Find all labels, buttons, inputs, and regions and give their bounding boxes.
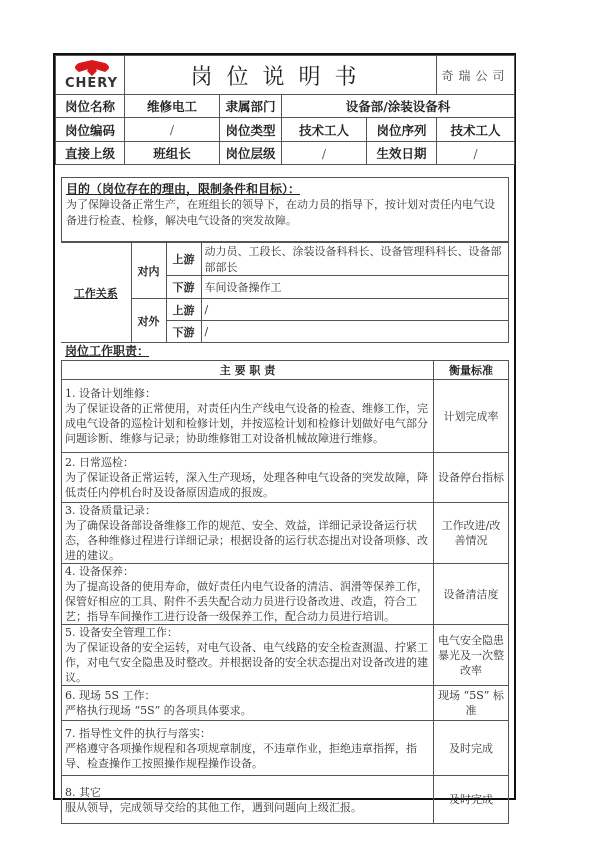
duty-text: 为了保证设备正常运转，深入生产现场，处理各种电气设备的突发故障，降低责任内停机台时及设备原因造成的报废。 — [65, 471, 428, 499]
purpose-section — [61, 177, 509, 242]
position-code: / — [125, 118, 220, 142]
upstream-label: 上游 — [166, 299, 201, 321]
internal-upstream: 动力员、工段长、涂装设备科科长、设备管理科科长、设备部部部长 — [201, 243, 509, 276]
department: 设备部/涂装设备科 — [282, 95, 515, 118]
duty-title: 3. 设备质量记录： — [65, 504, 156, 517]
company-name: 奇瑞公司 — [437, 56, 515, 95]
duty-title: 8. 其它 — [65, 785, 101, 799]
duty-measure: 现场 “5S” 标准 — [434, 686, 509, 721]
duty-title: 5. 设备安全管理工作： — [65, 626, 178, 639]
duty-text: 严格执行现场 “5S” 的各项具体要求。 — [65, 704, 252, 717]
duty-row — [62, 564, 509, 625]
duty-row — [62, 503, 509, 564]
duty-title: 4. 设备保养： — [65, 565, 134, 578]
duty-text: 为了保证设备的正常使用，对责任内生产线电气设备的检查、维修工作，完成电气设备的巡检计划和检修计划，并按巡检计划和检修计划做好电气部分问题诊断、维修与记录；协助维修钳工对设备机械故障进行维修。 — [65, 402, 428, 445]
duty-measure: 及时完成 — [434, 776, 509, 824]
duty-text: 严格遵守各项操作规程和各项规章制度，不违章作业，拒绝违章指挥，指导、检查操作工按照操作规程操作设备。 — [65, 741, 417, 770]
label: 岗位类型 — [220, 118, 282, 142]
duty-description — [62, 721, 434, 776]
duty-row — [62, 776, 509, 824]
purpose-heading: 目的（岗位存在的理由，限制条件和目标）： — [66, 182, 301, 196]
internal-downstream: 车间设备操作工 — [201, 276, 509, 299]
duty-row — [62, 453, 509, 503]
position-type: 技术工人 — [282, 118, 367, 142]
duty-text: 为了确保设备部设备维修工作的规范、安全、效益，详细记录设备运行状态，各种维修过程进行详细记录；根据设备的运行状态提出对设备项修、改进的建议。 — [65, 519, 428, 562]
downstream-label: 下游 — [166, 321, 201, 343]
logo — [56, 56, 125, 95]
duty-row — [62, 721, 509, 776]
logo-text: CHERY — [65, 76, 119, 91]
direct-superior: 班组长 — [125, 142, 220, 165]
position-sequence: 技术工人 — [437, 118, 515, 142]
label: 岗位层级 — [220, 142, 282, 165]
duty-title: 6. 现场 5S 工作： — [65, 689, 156, 702]
effective-date: / — [437, 142, 515, 165]
upstream-label: 上游 — [166, 243, 201, 276]
duty-title: 7. 指导性文件的执行与落实： — [65, 726, 211, 740]
duty-measure: 工作改进/改善情况 — [434, 503, 509, 564]
duty-row — [62, 625, 509, 686]
duty-measure: 设备清洁度 — [434, 564, 509, 625]
label: 岗位编码 — [56, 118, 125, 142]
purpose-text: 为了保障设备正常生产，在班组长的领导下，在动力员的指导下，按计划对责任内电气设备进行检查、检修，解决电气设备的突发故障。 — [66, 198, 495, 227]
duty-description — [62, 503, 434, 564]
header-table — [55, 55, 515, 165]
position-level: / — [282, 142, 367, 165]
downstream-label: 下游 — [166, 276, 201, 299]
label: 生效日期 — [367, 142, 437, 165]
duty-text: 服从领导，完成领导交给的其他工作，遇到问题向上级汇报。 — [65, 800, 362, 814]
duty-row — [62, 686, 509, 721]
duty-measure: 电气安全隐患暴光及一次整改率 — [434, 625, 509, 686]
internal-label: 对内 — [131, 243, 166, 299]
external-upstream: / — [201, 299, 509, 321]
job-description-document — [53, 53, 516, 814]
duties-table — [61, 360, 509, 824]
duty-text: 为了保证设备的安全运转，对电气设备、电气线路的安全检查测温、拧紧工作，对电气安全隐患及时整改。并根据设备的安全状态提出对设备改进的建议。 — [65, 641, 428, 684]
duty-description — [62, 776, 434, 824]
label: 岗位序列 — [367, 118, 437, 142]
duty-description — [62, 686, 434, 721]
relations-label: 工作关系 — [61, 243, 131, 343]
duty-text: 为了提高设备的使用寿命，做好责任内电气设备的清洁、润滑等保养工作，保管好相应的工具、附件不丢失配合动力员进行设备改进、改造，符合工艺；指导车间操作工进行设备一级保养工作，配合动力员进行培训。 — [65, 580, 428, 623]
main-duties-header: 主 要 职 责 — [62, 361, 434, 380]
external-label: 对外 — [131, 299, 166, 343]
position-name: 维修电工 — [125, 95, 220, 118]
measure-header: 衡量标准 — [434, 361, 509, 380]
duty-description — [62, 380, 434, 453]
document-title: 岗位说明书 — [125, 56, 437, 95]
duty-measure: 设备停台指标 — [434, 453, 509, 503]
duty-description — [62, 564, 434, 625]
duty-measure: 计划完成率 — [434, 380, 509, 453]
chery-logo-icon — [69, 59, 115, 77]
label: 隶属部门 — [220, 95, 282, 118]
external-downstream: / — [201, 321, 509, 343]
duty-measure: 及时完成 — [434, 721, 509, 776]
duty-title: 2. 日常巡检： — [65, 456, 134, 469]
label: 岗位名称 — [56, 95, 125, 118]
duty-title: 1. 设备计划维修： — [65, 387, 156, 400]
work-relations-table — [61, 242, 509, 343]
duty-description — [62, 453, 434, 503]
label: 直接上级 — [56, 142, 125, 165]
duty-description — [62, 625, 434, 686]
duties-heading: 岗位工作职责： — [65, 344, 150, 358]
duty-row — [62, 380, 509, 453]
